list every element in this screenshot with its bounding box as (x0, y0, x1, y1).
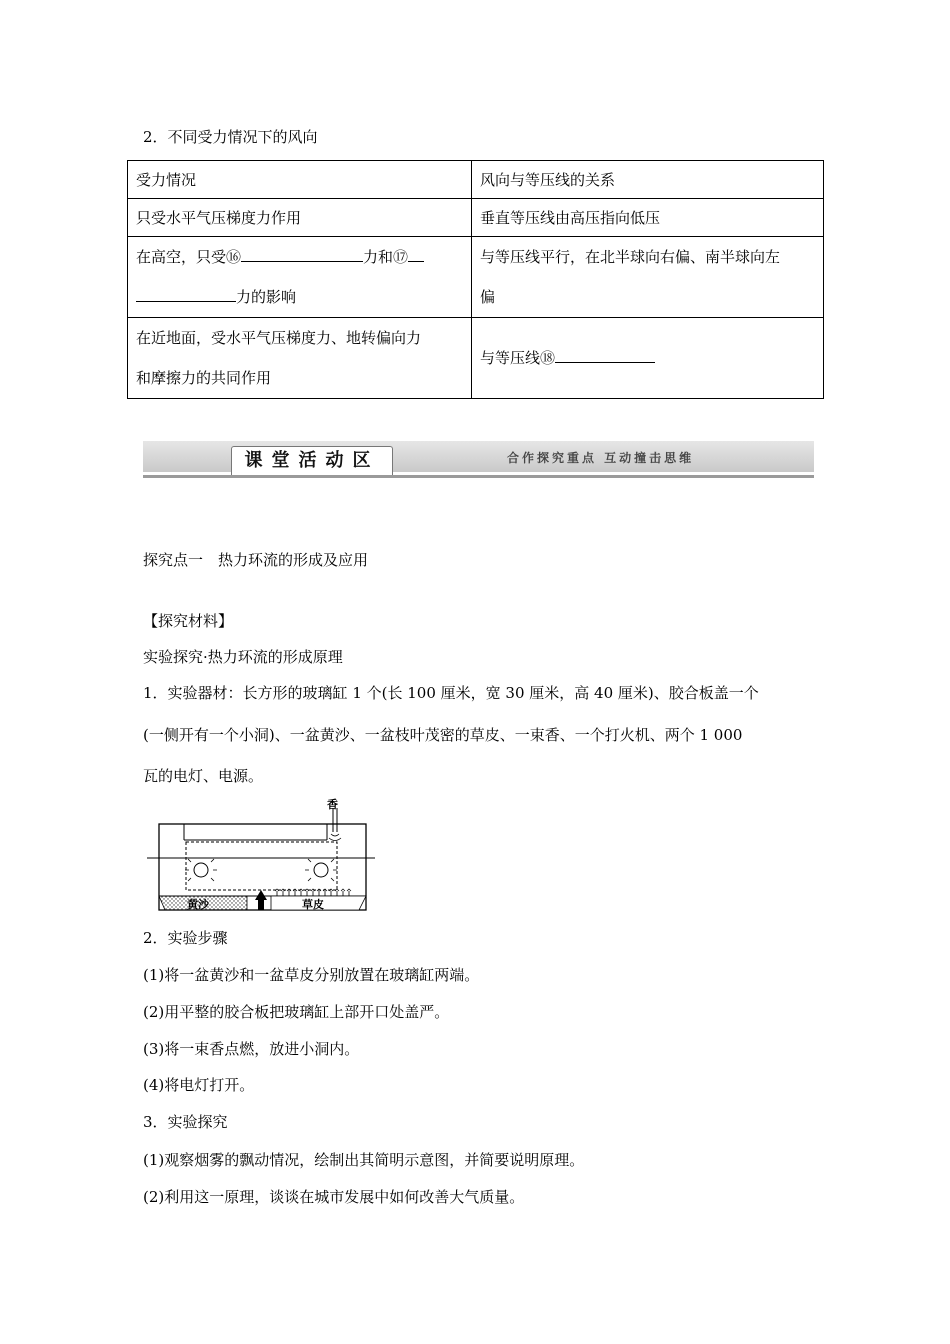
equipment-line-1: 1．实验器材：长方形的玻璃缸 1 个(长 100 厘米，宽 30 厘米，高 40 厘米)、胶合板盖一个 (143, 684, 759, 702)
blank-17-start (408, 247, 424, 262)
divider-arrow-icon (255, 890, 267, 910)
step-item: (3)将一束香点燃，放进小洞内。 (143, 1040, 360, 1058)
grass-blades (277, 891, 349, 896)
blank-18 (555, 348, 655, 363)
material-label: 【探究材料】 (143, 612, 234, 630)
blank-17-end (136, 287, 236, 302)
grass-label: 草皮 (302, 898, 324, 911)
table-row (128, 318, 824, 399)
direction-line-1: 与等压线平行，在北半球向右偏、南半球向左 (480, 248, 781, 266)
force-wind-table (127, 160, 824, 399)
force-cell: 只受水平气压梯度力作用 (128, 199, 472, 237)
force-line-2: 和摩擦力的共同作用 (136, 369, 272, 387)
sand-label: 黄沙 (187, 898, 209, 911)
direction-line-2: 偏 (480, 288, 496, 306)
equipment-line-2: (一侧开有一个小洞)、一盆黄沙、一盆枝叶茂密的草皮、一束香、一个打火机、两个 1 000 (143, 726, 743, 744)
step-item: (2)用平整的胶合板把玻璃缸上部开口处盖严。 (143, 1003, 450, 1021)
force-text-c: 力的影响 (236, 288, 297, 306)
force-line-1: 在近地面，受水平气压梯度力、地转偏向力 (136, 329, 422, 347)
direction-cell (472, 237, 824, 318)
table-row (128, 237, 824, 318)
force-text-b: 力和⑰ (363, 248, 409, 266)
smoke-icon (329, 834, 341, 841)
lamp-left-icon (185, 859, 217, 881)
force-cell (128, 237, 472, 318)
force-cell (128, 318, 472, 399)
banner-rule (143, 475, 814, 478)
circulation-path (186, 842, 337, 890)
incense-label: 香 (327, 798, 338, 811)
table-row (128, 199, 824, 237)
experiment-subtitle: 实验探究·热力环流的形成原理 (143, 648, 343, 666)
header-force-cell: 受力情况 (128, 161, 472, 199)
banner-title: 课堂活动区 (231, 446, 393, 475)
inquiry-point-title: 探究点一 热力环流的形成及应用 (143, 551, 369, 569)
step-item: (4)将电灯打开。 (143, 1076, 255, 1094)
explore-item: (2)利用这一原理，谈谈在城市发展中如何改善大气质量。 (143, 1188, 525, 1206)
explore-item: (1)观察烟雾的飘动情况，绘制出其简明示意图，并简要说明原理。 (143, 1151, 585, 1169)
steps-heading: 2．实验步骤 (143, 929, 228, 947)
header-direction-cell: 风向与等压线的关系 (472, 161, 824, 199)
direction-cell: 垂直等压线由高压指向低压 (472, 199, 824, 237)
direction-text: 与等压线⑱ (480, 349, 556, 367)
blank-16 (241, 247, 363, 262)
direction-cell (472, 318, 824, 399)
section-heading-wind-direction: 2．不同受力情况下的风向 (143, 128, 318, 146)
lamp-right-icon (305, 859, 337, 881)
explore-heading: 3．实验探究 (143, 1113, 228, 1131)
force-text-a: 在高空，只受⑯ (136, 248, 242, 266)
step-item: (1)将一盆黄沙和一盆草皮分别放置在玻璃缸两端。 (143, 966, 480, 984)
section-banner (143, 441, 814, 481)
experiment-diagram (147, 798, 377, 916)
banner-slogan: 合作探究重点 互动撞击思维 (507, 451, 695, 465)
table-header-row (128, 161, 824, 199)
equipment-line-3: 瓦的电灯、电源。 (143, 767, 264, 785)
